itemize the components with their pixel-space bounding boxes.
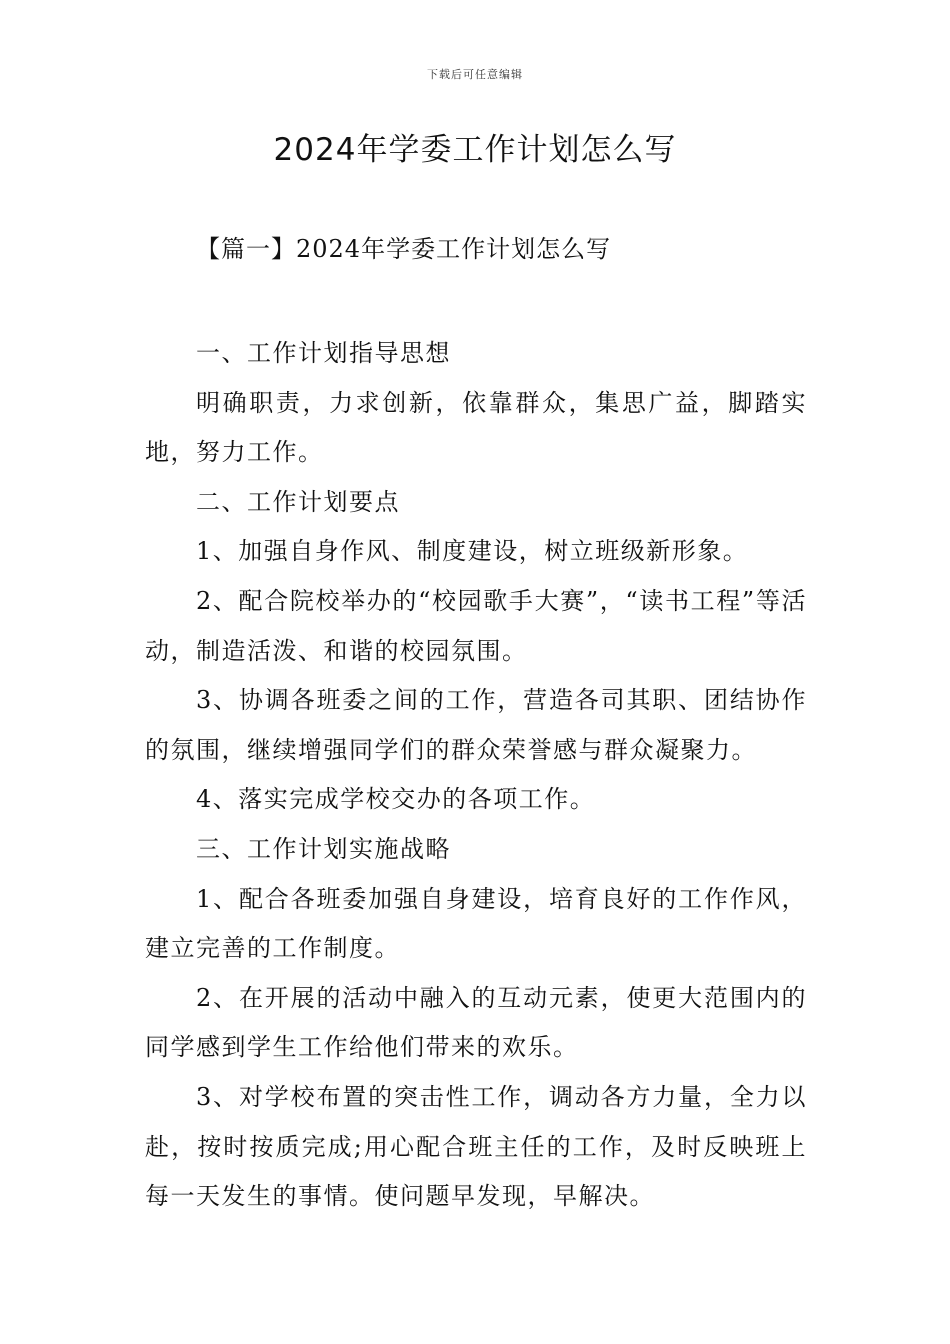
header-note: 下载后可任意编辑 bbox=[427, 68, 523, 81]
document-body bbox=[145, 329, 807, 1222]
paragraph: 明确职责，力求创新，依靠群众，集思广益，脚踏实地，努力工作。 bbox=[145, 388, 807, 467]
list-item: 1、配合各班委加强自身建设，培育良好的工作作风，建立完善的工作制度。 bbox=[145, 884, 807, 963]
document-title: 2024年学委工作计划怎么写 bbox=[273, 132, 677, 168]
list-item: 4、落实完成学校交办的各项工作。 bbox=[196, 785, 596, 814]
list-item: 3、协调各班委之间的工作，营造各司其职、团结协作的氛围，继续增强同学们的群众荣誉感与群众凝聚力。 bbox=[145, 686, 807, 764]
list-item: 1、加强自身作风、制度建设，树立班级新形象。 bbox=[196, 537, 749, 566]
section-title: 【篇一】2024年学委工作计划怎么写 bbox=[196, 235, 612, 263]
heading-key-points: 二、工作计划要点 bbox=[196, 487, 400, 516]
heading-guiding-thought: 一、工作计划指导思想 bbox=[196, 339, 451, 367]
list-item: 2、在开展的活动中融入的互动元素，使更大范围内的同学感到学生工作给他们带来的欢乐。 bbox=[145, 983, 807, 1062]
heading-strategy: 三、工作计划实施战略 bbox=[196, 834, 451, 863]
list-item: 2、配合院校举办的“校园歌手大赛”，“读书工程”等活动，制造活泼、和谐的校园氛围。 bbox=[145, 586, 807, 665]
list-item: 3、对学校布置的突击性工作，调动各方力量，全力以赴，按时按质完成;用心配合班主任的工作，及时反映班上每一天发生的事情。使问题早发现，早解决。 bbox=[145, 1082, 807, 1211]
